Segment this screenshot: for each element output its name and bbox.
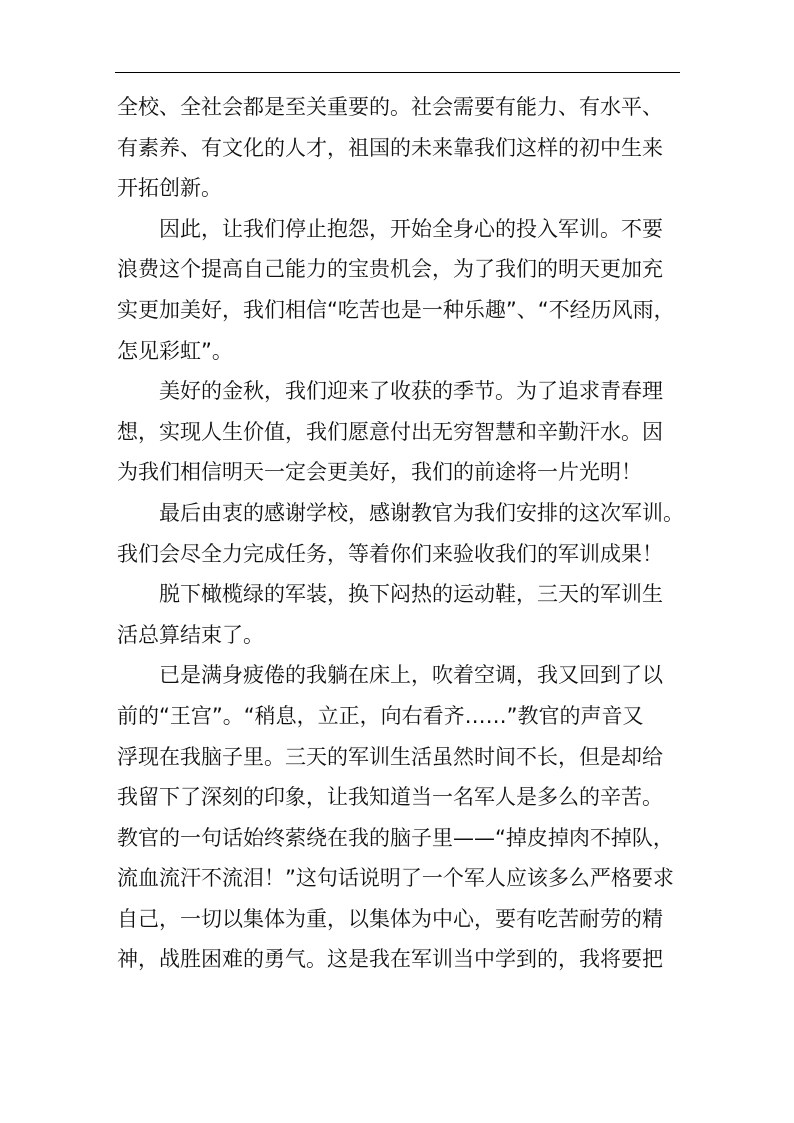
text-line: 活总算结束了。	[117, 622, 264, 647]
text-line: 想，实现人生价值，我们愿意付出无穷智慧和辛勤汗水。因	[117, 419, 663, 444]
text-line: 有素养、有文化的人才，祖国的未来靠我们这样的初中生来	[117, 135, 663, 160]
text-line: 我们会尽全力完成任务，等着你们来验收我们的军训成果！	[117, 541, 663, 566]
body-text	[117, 87, 687, 980]
text-line: 为我们相信明天一定会更美好，我们的前途将一片光明！	[117, 460, 642, 485]
text-line: 教官的一句话始终萦绕在我的脑子里——“掉皮掉肉不掉队，	[117, 825, 674, 850]
text-line: 美好的金秋，我们迎来了收获的季节。为了追求青春理	[159, 379, 663, 404]
text-line: 已是满身疲倦的我躺在床上，吹着空调，我又回到了以	[159, 663, 663, 688]
text-line: 前的“王宫”。“稍息，立正，向右看齐……”教官的声音又	[117, 703, 644, 728]
text-line: 浪费这个提高自己能力的宝贵机会，为了我们的明天更加充	[117, 257, 663, 282]
text-line: 全校、全社会都是至关重要的。社会需要有能力、有水平、	[117, 95, 663, 119]
text-line: 实更加美好，我们相信“吃苦也是一种乐趣”、“不经历风雨，	[117, 297, 675, 322]
text-line: 浮现在我脑子里。三天的军训生活虽然时间不长，但是却给	[117, 744, 663, 769]
text-line: 流血流汗不流泪！”这句话说明了一个军人应该多么严格要求	[117, 866, 674, 891]
text-line: 神，战胜困难的勇气。这是我在军训当中学到的，我将要把	[117, 947, 663, 972]
text-line: 脱下橄榄绿的军装，换下闷热的运动鞋，三天的军训生	[159, 582, 663, 607]
text-line: 我留下了深刻的印象，让我知道当一名军人是多么的辛苦。	[117, 785, 663, 810]
text-line: 开拓创新。	[117, 176, 222, 201]
text-line: 自己，一切以集体为重，以集体为中心，要有吃苦耐劳的精	[117, 906, 663, 931]
text-line: 最后由衷的感谢学校，感谢教官为我们安排的这次军训。	[159, 500, 684, 525]
text-line: 因此，让我们停止抱怨，开始全身心的投入军训。不要	[159, 216, 663, 241]
text-line: 怎见彩虹”。	[117, 338, 233, 363]
header-rule	[115, 72, 680, 73]
